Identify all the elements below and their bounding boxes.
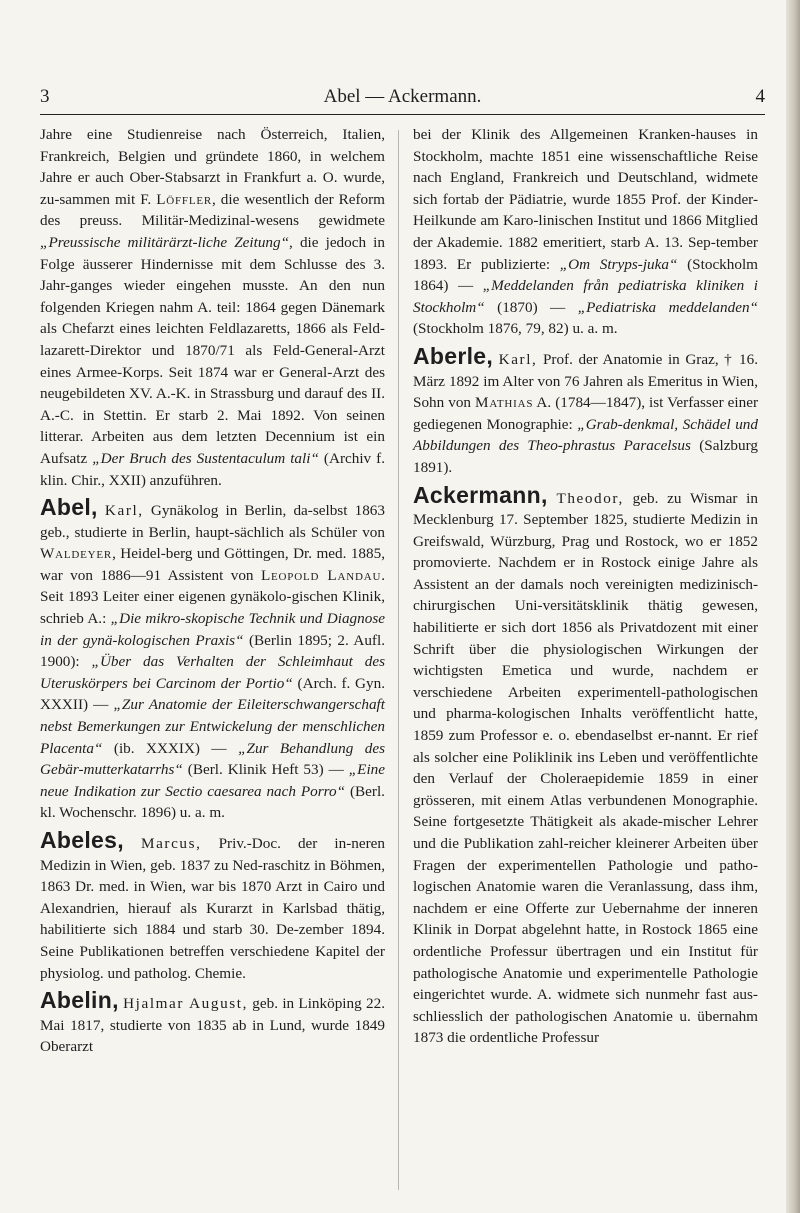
column-divider — [398, 130, 399, 1190]
lemma-abeles: Abeles, — [40, 827, 124, 853]
entry-ackermann: Ackermann, Theodor, geb. zu Wismar in Mecklenburg 17. September 1825, studierte Medizin in Greifswald, Würzburg, Prag und Rostock, wo er 1852 promovierte. Nachdem er in Rostock einige Jahre als Assistent an der damals noch vereinigten medizinisch-chirurgischen Uni-versitätsklinik thätig gewesen, habilitierte er sich dort 1856 als Privatdozent mit einer Schrift über die physiologischen Wirkungen der wichtigsten Emetica und wurde, nachdem er verschiedene Arbeiten experimentell-pathologischen und pharma-kologischen Inhalts veröffentlicht hatte, 1859 zum Professor e. o. ebendaselbst er-nannt. Er rief als solcher eine Poliklinik ins Leben und veröffentlichte den Verlauf der Choleraepidemie 1859 in einer grösseren, mit einem Atlas verbundenen Monographie. Seine fortgesetzte Thätigkeit als akade-mischer Lehrer und die Publikation zahl-reicher kleinerer Arbeiten über Fragen der experimentellen Pathologie und patho-logischen Anatomie waren die Veranlassung, dass ihm, nachdem er eine Offerte zur Uebernahme der inneren Klinik in Dorpat abgelehnt hatte, in Rostock 1865 eine ordentliche Professur übertragen und ein Institut für pathologische Anatomie und experimentelle Pathologie eingerichtet wurde. A. widmete sich nunmehr fast aus-schliesslich der pathologischen Anatomie u. übernahm 1873 die ordentliche Professur — [413, 481, 758, 1047]
left-column — [40, 124, 385, 1064]
page-number-right: 4 — [755, 86, 765, 107]
lemma-abelin: Abelin, — [40, 987, 119, 1014]
running-header — [40, 86, 765, 115]
page-number-left: 3 — [40, 86, 50, 107]
entry-aberle: Aberle, Karl, Prof. der Anatomie in Graz, † 16. März 1892 im Alter von 76 Jahren als Emeritus in Wien, Sohn von Mathias A. (1784—1847), ist Verfasser einer gediegenen Monographie: „Grab-denkmal, Schädel und Abbildungen des Theo-phrastus Paracelsus (Salzburg 1891). — [413, 342, 759, 476]
lemma-aberle: Aberle, — [413, 342, 494, 369]
entry-abelin: Abelin, Hjalmar August, geb. in Linköping 22. Mai 1817, studierte von 1835 ab in Lund, wurde 1849 Oberarzt — [40, 987, 385, 1056]
lemma-abel: Abel, — [40, 494, 98, 521]
entry-abel: Abel, Karl, Gynäkolog in Berlin, da-selbst 1863 geb., studierte in Berlin, haupt-sächlich als Schüler von Waldeyer, Heidel-berg und Göttingen, Dr. med. 1885, war von 1886—91 Assistent von Leopold Landau. Seit 1893 Leiter einer eigenen gynäkolo-gischen Klinik, schrieb A.: „Die mikro-skopische Technik und Diagnose in der gynä-kologischen Praxis“ (Berlin 1895; 2. Aufl. 1900): „Über das Verhalten der Schleimhaut des Uteruskörpers bei Carcinom der Portio“ (Arch. f. Gyn. XXXII) — „Zur Anatomie der Eileiterschwangerschaft nebst Bemerkungen zur Entwickelung der menschlichen Placenta“ (ib. XXXIX) — „Zur Behandlung des Gebär-mutterkatarrhs“ (Berl. Klinik Heft 53) — „Eine neue Indikation zur Sectio caesarea nach Porro“ (Berl. kl. Wochenschr. 1896) u. a. m. — [40, 494, 386, 822]
entry-abelin-continuation: bei der Klinik des Allgemeinen Kranken-hauses in Stockholm, machte 1851 eine wissenschaftliche Reise nach England, Frankreich und Deutschland, widmete sich fortab der Pädiatrie, wurde 1855 Prof. der Kinder-Heilkunde am Karo-linischen Institut und 1866 Mitglied der Akademie. 1882 emeritiert, starb A. 13. Sep-tember 1893. Er publizierte: „Om Stryps-juka“ (Stockholm 1864) — „Meddelanden från pediatriska kliniken i Stockholm“ (1870) — „Pediatriska meddelanden“ (Stockholm 1876, 79, 82) u. a. m. — [413, 126, 758, 338]
book-edge — [786, 0, 800, 1213]
running-title: Abel — Ackermann. — [323, 86, 482, 107]
entry-continuation: Jahre eine Studienreise nach Österreich, Italien, Frankreich, Belgien und gründete 1860, in welchem Jahre er auch Ober-Stabsarzt in Frankfurt a. O. wurde, zu-sammen mit F. Löffler, die wesentlich der Reform des preuss. Militär-Medizinal-wesens gewidmete „Preussische militärärzt-liche Zeitung“, die jedoch in Folge äusserer Hindernisse mit dem Schlusse des 3. Jahr-ganges wieder eingehen musste. An den nun folgenden Kriegen nahm A. teil: 1864 gegen Dänemark als Chefarzt eines leichten Feldlazaretts, 1866 als Feld-lazarett-Direktor und 1870/71 als Feld-General-Arzt eines Armee-Korps. Seit 1874 war er General-Arzt des neugebildeten XV. A.-K. in Strassburg und darauf des II. A.-C. in Stettin. Er starb 2. Mai 1892. Von seinen litterar. Arbeiten aus dem letzten Decennium ist ein Aufsatz „Der Bruch des Sustentaculum tali“ (Archiv f. klin. Chir., XXII) anzuführen. — [40, 126, 385, 489]
right-column — [413, 124, 758, 1055]
entry-abeles: Abeles, Marcus, Priv.-Doc. der in-neren Medizin in Wien, geb. 1837 zu Ned-raschitz in Böhmen, 1863 Dr. med. in Wien, war bis 1870 Arzt in Cairo und Alexandrien, hierauf als Kurarzt in Karlsbad thätig, habilitierte sich 1884 und starb 30. De-zember 1894. Seine Publikationen betreffen verschiedene Kapitel der physiolog. und patholog. Chemie. — [40, 827, 385, 982]
lemma-ackermann: Ackermann, — [413, 481, 548, 508]
